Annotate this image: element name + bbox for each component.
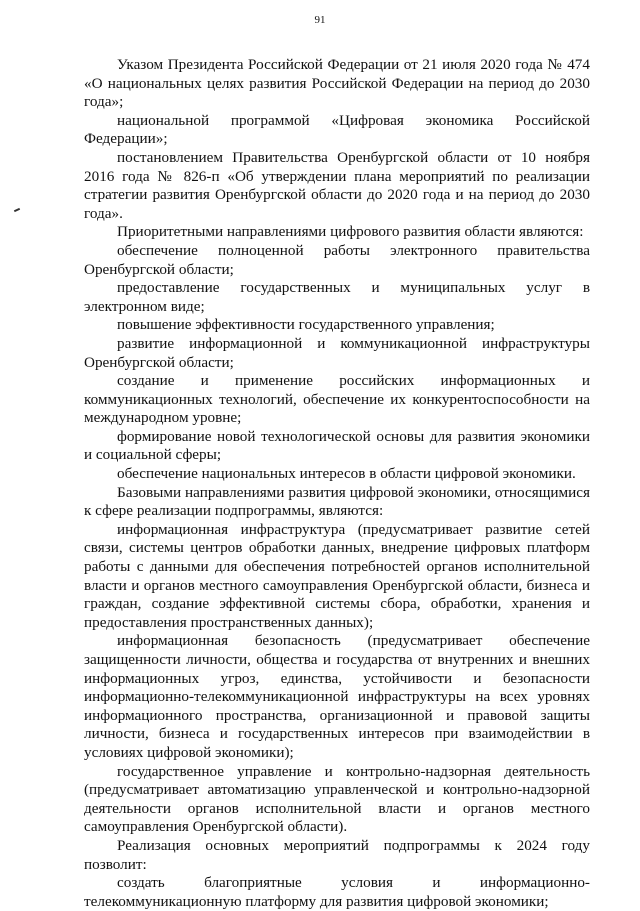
paragraph: Указом Президента Российской Федерации от 21 июля 2020 года № 474 «О национальных целях развития Российской Федерации на период до 2030 года»; [84, 56, 590, 111]
paragraph: обеспечение национальных интересов в области цифровой экономики. [117, 465, 576, 483]
page-number: 91 [314, 14, 326, 26]
paragraph: национальной программой «Цифровая экономика Российской Федерации»; [84, 111, 590, 148]
document-body [84, 56, 590, 911]
scan-mark [14, 208, 20, 212]
paragraph: создание и применение российских информационных и коммуникационных технологий, обеспечение их конкурентоспособности на международном уровне; [84, 372, 590, 427]
paragraph: информационная безопасность (предусматривает обеспечение защищенности личности, общества и государства от внутренних и внешних информационных угроз, единства, устойчивости и безопасности информационно-телекоммуникационной инфраструктуры на всех уровнях информационного пространства, организационной и правовой защиты личности, бизнеса и государственных интересов при взаимодействии в условиях цифровой экономики); [84, 632, 590, 761]
paragraph: обеспечение полноценной работы электронного правительства Оренбургской области; [84, 241, 590, 278]
paragraph: создать благоприятные условия и информационно-телекоммуникационную платформу для развития цифровой экономики; [84, 874, 590, 910]
paragraph: Реализация основных мероприятий подпрограммы к 2024 году позволит: [84, 836, 590, 873]
paragraph: государственное управление и контрольно-надзорная деятельность (предусматривает автоматизацию управленческой и контрольно-надзорной деятельности органов исполнительной власти и органов местного самоуправления Оренбургской области). [84, 762, 590, 836]
paragraph: постановлением Правительства Оренбургской области от 10 ноября 2016 года № 826-п «Об утверждении плана мероприятий по реализации стратегии развития Оренбургской области до 2020 года и на период до 2030 года». [84, 148, 590, 222]
paragraph: Приоритетными направлениями цифрового развития области являются: [117, 223, 584, 241]
paragraph: Базовыми направлениями развития цифровой экономики, относящимися к сфере реализации подпрограммы, являются: [84, 483, 590, 520]
paragraph: предоставление государственных и муниципальных услуг в электронном виде; [84, 279, 590, 315]
paragraph: повышение эффективности государственного управления; [117, 316, 495, 334]
paragraph: развитие информационной и коммуникационной инфраструктуры Оренбургской области; [84, 334, 590, 371]
paragraph: информационная инфраструктура (предусматривает развитие сетей связи, системы центров обработки данных, внедрение цифровых платформ работы с данными для обеспечения потребностей органов исполнительной власти и органов местного самоуправления Оренбургской области, бизнеса и граждан, создание эффективной системы сбора, обработки, хранения и предоставления пространственных данных); [84, 520, 590, 631]
paragraph: формирование новой технологической основы для развития экономики и социальной сферы; [84, 427, 590, 464]
